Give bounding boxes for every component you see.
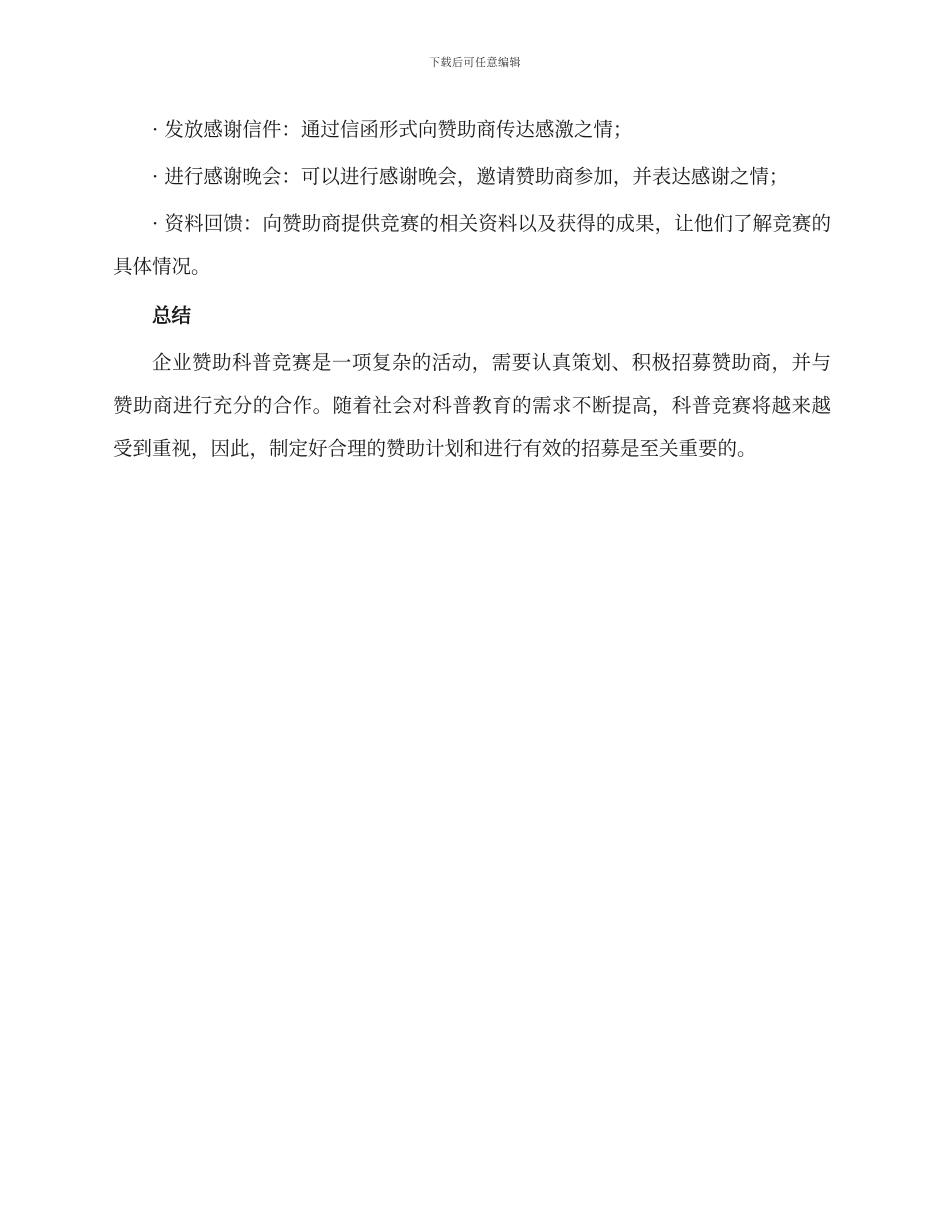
document-body [113,108,831,470]
page-header: 下载后可任意编辑 [429,56,521,69]
bullet-item-material-feedback: · 资料回馈：向赞助商提供竞赛的相关资料以及获得的成果，让他们了解竞赛的具体情况。 [113,212,831,278]
section-heading-summary: 总结 [152,304,192,327]
bullet-item-thank-you-letters: · 发放感谢信件：通过信函形式向赞助商传达感激之情； [152,118,633,141]
summary-paragraph: 企业赞助科普竞赛是一项复杂的活动，需要认真策划、积极招募赞助商，并与赞助商进行充分的合作。随着社会对科普教育的需求不断提高，科普竞赛将越来越受到重视，因此，制定好合理的赞助计划和进行有效的招募是至关重要的。 [113,351,831,460]
bullet-item-thank-you-gala: · 进行感谢晚会：可以进行感谢晚会，邀请赞助商参加，并表达感谢之情； [152,165,789,188]
